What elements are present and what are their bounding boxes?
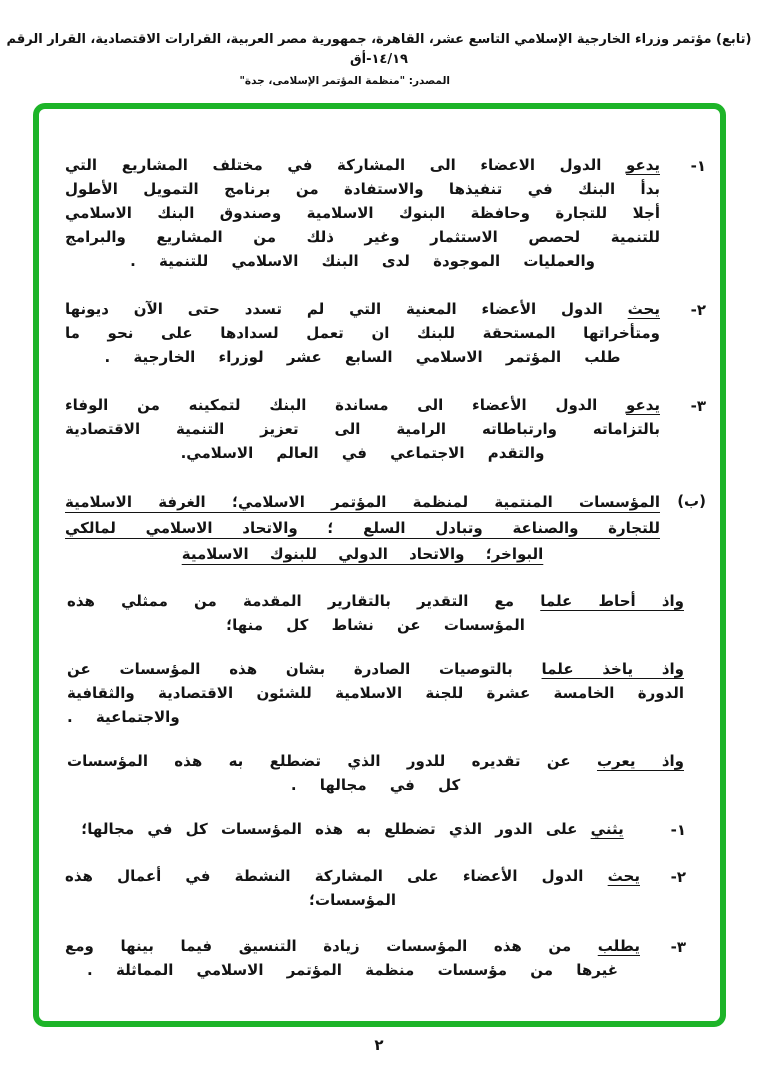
list-item <box>65 934 686 982</box>
item-body-text: من هذه المؤسسات زيادة التنسيق فيما بينها ومع غيرها من مؤسسات منظمة المؤتمر الاسلامي المماثلة . <box>65 937 618 979</box>
underlined-lead: واذ ياخذ علما <box>541 660 684 678</box>
list-item-text <box>65 934 640 982</box>
section-marker: (ب) <box>677 492 706 510</box>
preamble-paragraph <box>67 749 684 797</box>
item-body-text: الدول الأعضاء الى مساندة البنك لتمكينه من الوفاء بالتزاماته وارتباطاته الرامية الى تعزيز التنمية الاقتصادية والتقدم الاجتماعي في العالم الاسلامي. <box>65 396 660 462</box>
underlined-lead: يطلب <box>597 937 640 955</box>
underlined-lead: يدعو <box>626 396 660 414</box>
list-item-number: ٢- <box>670 868 686 886</box>
section-b-heading <box>65 489 706 567</box>
document-source-line: المصدر: "منظمة المؤتمر الإسلامى، جدة" <box>239 75 450 87</box>
underlined-lead: يدعو <box>626 156 660 174</box>
underlined-lead: يحث <box>607 867 640 885</box>
list-item-number: ٣- <box>690 397 706 415</box>
list-item-number: ١- <box>670 821 686 839</box>
item-body-text: على الدور الذي تضطلع به هذه المؤسسات كل في مجالها؛ <box>81 820 591 838</box>
list-item <box>65 153 706 273</box>
underlined-lead: واذ أحاط علما <box>540 592 684 610</box>
item-body-text: الدول الأعضاء المعنية التي لم تسدد حتى الآن ديونها ومتأخراتها المستحقة للبنك ان تعمل لسدادها على نحو ما طلب المؤتمر الاسلامي السابع عشر لوزراء الخارجية . <box>65 300 660 366</box>
list-item-text <box>65 297 660 369</box>
list-item <box>65 393 706 465</box>
paragraph-body-text: عن تقديره للدور الذي تضطلع به هذه المؤسسات كل في مجالها . <box>67 752 597 794</box>
preamble-paragraph <box>67 657 684 729</box>
list-item-text <box>65 393 660 465</box>
document-content <box>39 109 720 982</box>
paragraph-body-text: بالتوصيات الصادرة بشان هذه المؤسسات عن الدورة الخامسة عشرة للجنة الاسلامية للشئون الاقتصادية والثقافية والاجتماعية . <box>67 660 684 726</box>
list-item <box>65 297 706 369</box>
list-item-text <box>65 153 660 273</box>
page-number: ٢ <box>374 1036 384 1054</box>
list-item <box>65 864 686 912</box>
list-item <box>65 817 686 842</box>
underlined-lead: يثني <box>590 820 624 838</box>
document-frame <box>33 103 726 1027</box>
list-item-number: ١- <box>690 157 706 175</box>
list-item-text <box>65 864 640 912</box>
item-body-text: الدول الاعضاء الى المشاركة في مختلف المشاريع التي بدأ البنك في تنفيذها والاستفادة من برنامج التمويل الأطول أجلا للتجارة وحافظة البنوك الاسلامية وصندوق البنك الاسلامي للتنمية لحصص الاستثمار وغير ذلك من المشاريع والبرامج والعمليات الموجودة لدى البنك الاسلامي للتنمية . <box>65 156 660 270</box>
second-list-block <box>65 817 706 982</box>
list-item-number: ٢- <box>690 301 706 319</box>
item-body-text: الدول الأعضاء على المشاركة النشطة في أعمال هذه المؤسسات؛ <box>65 867 608 909</box>
document-header-title: (تابع) مؤتمر وزراء الخارجية الإسلامي التاسع عشر، القاهرة، جمهورية مصر العربية، القرارات الاقتصادية، القرار الرقم ١٤/١٩-أق <box>6 32 752 67</box>
underlined-lead: يحث <box>627 300 660 318</box>
underlined-lead: واذ يعرب <box>596 752 684 770</box>
list-item-number: ٣- <box>670 938 686 956</box>
paragraph-body-text: مع التقدير بالتقارير المقدمة من ممثلي هذه المؤسسات عن نشاط كل منها؛ <box>67 592 541 634</box>
list-item-text <box>65 817 640 842</box>
preamble-paragraph <box>67 589 684 637</box>
section-heading-text: المؤسسات المنتمية لمنظمة المؤتمر الاسلامي؛ الغرفة الاسلامية للتجارة والصناعة وتبادل السلع ؛ والاتحاد الاسلامي لمالكي البواخر؛ والاتحاد الدولي للبنوك الاسلامية <box>65 493 660 563</box>
